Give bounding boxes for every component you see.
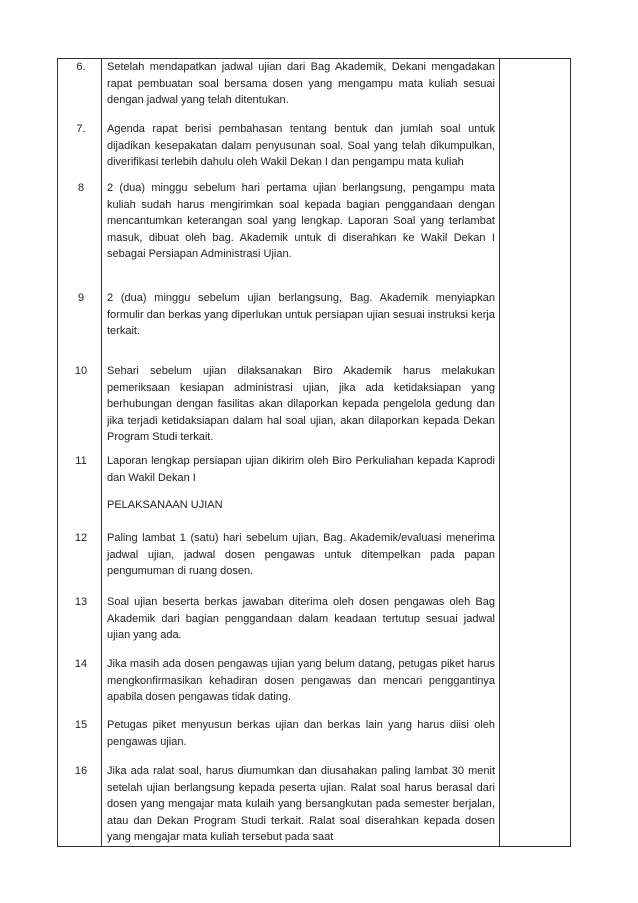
- procedure-table: [57, 58, 571, 847]
- row-text-cell: [102, 121, 500, 180]
- row-number-cell: [58, 717, 102, 763]
- row-text: Soal ujian beserta berkas jawaban diterima oleh dosen pengawas oleh Bag Akademik dari bagian penggandaan dalam keadaan tertutup sesuai jadwal ujian yang ada.: [107, 596, 495, 641]
- row-blank-cell: [500, 180, 571, 290]
- row-number-cell: [58, 59, 102, 122]
- row-number: 9: [77, 292, 85, 304]
- row-blank-cell: [500, 363, 571, 453]
- row-text: 2 (dua) minggu sebelum ujian berlangsung, Bag. Akademik menyiapkan formulir dan berkas yang diperlukan untuk persiapan ujian sesuai instruksi kerja terkait.: [107, 292, 495, 337]
- row-text-cell: [102, 453, 500, 497]
- row-blank-cell: [500, 497, 571, 530]
- row-text-cell: [102, 594, 500, 656]
- row-number-cell: [58, 453, 102, 497]
- row-number: 11: [75, 455, 87, 467]
- table-row: [58, 121, 571, 180]
- table-row: [58, 717, 571, 763]
- row-text: Laporan lengkap persiapan ujian dikirim oleh Biro Perkuliahan kepada Kaprodi dan Wakil Dekan I: [107, 455, 495, 484]
- row-number: 6.: [76, 61, 86, 73]
- row-text: Jika ada ralat soal, harus diumumkan dan diusahakan paling lambat 30 menit setelah ujian berlangsung kepada peserta ujian. Ralat soal harus berasal dari dosen yang mengajar mata kulaih yang bersangkutan pada semester berjalan, atau dan Dekan Program Studi terkait. Ralat soal diserahkan kepada dosen yang mengajar mata kuliah tersebut pada saat: [107, 765, 495, 843]
- row-number-cell: [58, 530, 102, 594]
- table-row: [58, 594, 571, 656]
- row-number: 7.: [76, 123, 86, 135]
- row-text-cell: [102, 59, 500, 122]
- row-number-cell: [58, 497, 102, 530]
- row-blank-cell: [500, 763, 571, 846]
- row-text-cell: [102, 180, 500, 290]
- table-row: [58, 59, 571, 122]
- row-number: 12: [74, 532, 88, 544]
- row-text: Paling lambat 1 (satu) hari sebelum ujian, Bag. Akademik/evaluasi menerima jadwal ujian, jadwal dosen pengawas untuk ditempelkan pada papan pengumuman di ruang dosen.: [107, 532, 495, 577]
- table-row: [58, 363, 571, 453]
- table-row: [58, 763, 571, 846]
- row-number: 14: [74, 658, 88, 670]
- section-heading-cell: [102, 497, 500, 530]
- row-number: 15: [74, 719, 88, 731]
- row-text-cell: [102, 763, 500, 846]
- row-number-cell: [58, 121, 102, 180]
- row-text-cell: [102, 290, 500, 363]
- row-blank-cell: [500, 59, 571, 122]
- row-number: 10: [74, 365, 88, 377]
- table-row: [58, 453, 571, 497]
- row-text-cell: [102, 363, 500, 453]
- section-heading: PELAKSANAAN UJIAN: [107, 499, 223, 511]
- table-row: [58, 656, 571, 717]
- row-blank-cell: [500, 717, 571, 763]
- row-number-cell: [58, 656, 102, 717]
- row-text: Jika masih ada dosen pengawas ujian yang belum datang, petugas piket harus mengkonfirmasikan kehadiran dosen pengawas dan mencari penggantinya apabila dosen pengawas tidak dating.: [107, 658, 495, 703]
- table-row: [58, 180, 571, 290]
- row-number-cell: [58, 180, 102, 290]
- row-blank-cell: [500, 594, 571, 656]
- row-number-cell: [58, 363, 102, 453]
- row-blank-cell: [500, 530, 571, 594]
- row-number-cell: [58, 594, 102, 656]
- row-blank-cell: [500, 290, 571, 363]
- row-blank-cell: [500, 656, 571, 717]
- row-text: Setelah mendapatkan jadwal ujian dari Bag Akademik, Dekani mengadakan rapat pembuatan soal bersama dosen yang mengampu mata kuliah sesuai dengan jadwal yang telah ditentukan.: [107, 61, 495, 106]
- row-text: Agenda rapat berisi pembahasan tentang bentuk dan jumlah soal untuk dijadikan kesepakatan dalam penyusunan soal. Soal yang telah dikumpulkan, diverifikasi terlebih dahulu oleh Wakil Dekan I dan pengampu mata kuliah: [107, 123, 495, 168]
- table-row: [58, 497, 571, 530]
- table-row: [58, 290, 571, 363]
- table-row: [58, 530, 571, 594]
- row-number-cell: [58, 290, 102, 363]
- row-number: 8: [77, 182, 85, 194]
- row-text-cell: [102, 717, 500, 763]
- row-blank-cell: [500, 453, 571, 497]
- row-number: 16: [74, 765, 88, 777]
- row-number-cell: [58, 763, 102, 846]
- row-number: 13: [74, 596, 88, 608]
- row-text-cell: [102, 530, 500, 594]
- row-text: Petugas piket menyusun berkas ujian dan berkas lain yang harus diisi oleh pengawas ujian.: [107, 719, 495, 748]
- row-text: 2 (dua) minggu sebelum hari pertama ujian berlangsung, pengampu mata kuliah sudah harus mengirimkan soal kepada bagian penggandaan dengan mencantumkan keterangan soal yang lengkap. Laporan Soal yang terlambat masuk, dibuat oleh bag. Akademik untuk di diserahkan ke Wakil Dekan I sebagai Persiapan Administrasi Ujian.: [107, 182, 495, 260]
- row-blank-cell: [500, 121, 571, 180]
- row-text-cell: [102, 656, 500, 717]
- row-text: Sehari sebelum ujian dilaksanakan Biro Akademik harus melakukan pemeriksaan kesiapan administrasi ujian, jika ada ketidaksiapan yang berhubungan dengan fasilitas akan dilaporkan kepada pengelola gedung dan jika terjadi ketidaksiapan dalam hal soal ujian, akan dilaporkan kepada Dekan Program Studi terkait.: [107, 365, 495, 443]
